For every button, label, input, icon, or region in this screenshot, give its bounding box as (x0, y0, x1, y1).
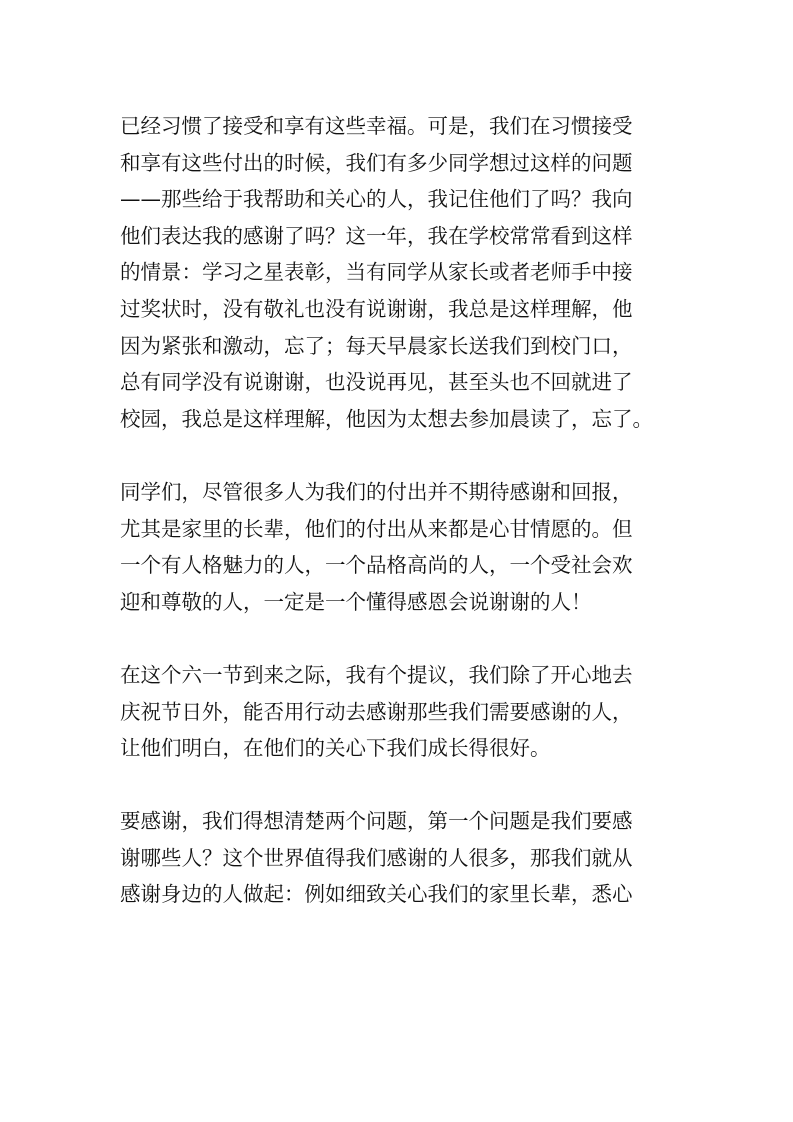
text-line: 在这个六一节到来之际，我有个提议，我们除了开心地去 (120, 662, 633, 687)
paragraph-2 (120, 474, 676, 620)
text-line: 的情景：学习之星表彰，当有同学从家长或者老师手中接 (120, 260, 633, 285)
text-line: 要感谢，我们得想清楚两个问题，第一个问题是我们要感 (120, 809, 633, 834)
text-line: 已经习惯了接受和享有这些幸福。可是，我们在习惯接受 (120, 114, 633, 138)
paragraph-1 (120, 108, 676, 437)
text-line: 尤其是家里的长辈，他们的付出从来都是心甘情愿的。但 (120, 516, 633, 541)
text-line: 感谢身边的人做起：例如细致关心我们的家里长辈，悉心 (120, 882, 633, 907)
text-line: 校园，我总是这样理解，他因为太想去参加晨读了，忘了。 (120, 406, 653, 431)
text-line: 让他们明白，在他们的关心下我们成长得很好。 (120, 736, 551, 761)
text-line: 庆祝节日外，能否用行动去感谢那些我们需要感谢的人， (120, 699, 633, 724)
text-line: ——那些给于我帮助和关心的人，我记住他们了吗？我向 (120, 187, 633, 212)
text-line: 过奖状时，没有敬礼也没有说谢谢，我总是这样理解，他 (120, 296, 633, 321)
text-line: 一个有人格魅力的人，一个品格高尚的人，一个受社会欢 (120, 553, 633, 578)
text-line: 因为紧张和激动，忘了；每天早晨家长送我们到校门口， (120, 333, 633, 358)
text-line: 谢哪些人？这个世界值得我们感谢的人很多，那我们就从 (120, 845, 633, 870)
text-line: 迎和尊敬的人，一定是一个懂得感恩会说谢谢的人！ (120, 589, 592, 614)
text-line: 他们表达我的感谢了吗？这一年，我在学校常常看到这样 (120, 223, 633, 248)
document-body (120, 108, 676, 950)
text-line: 同学们，尽管很多人为我们的付出并不期待感谢和回报， (120, 479, 633, 504)
text-line: 和享有这些付出的时候，我们有多少同学想过这样的问题 (120, 150, 633, 175)
paragraph-3 (120, 657, 676, 767)
paragraph-4 (120, 803, 676, 913)
text-line: 总有同学没有说谢谢，也没说再见，甚至头也不回就进了 (120, 370, 633, 395)
